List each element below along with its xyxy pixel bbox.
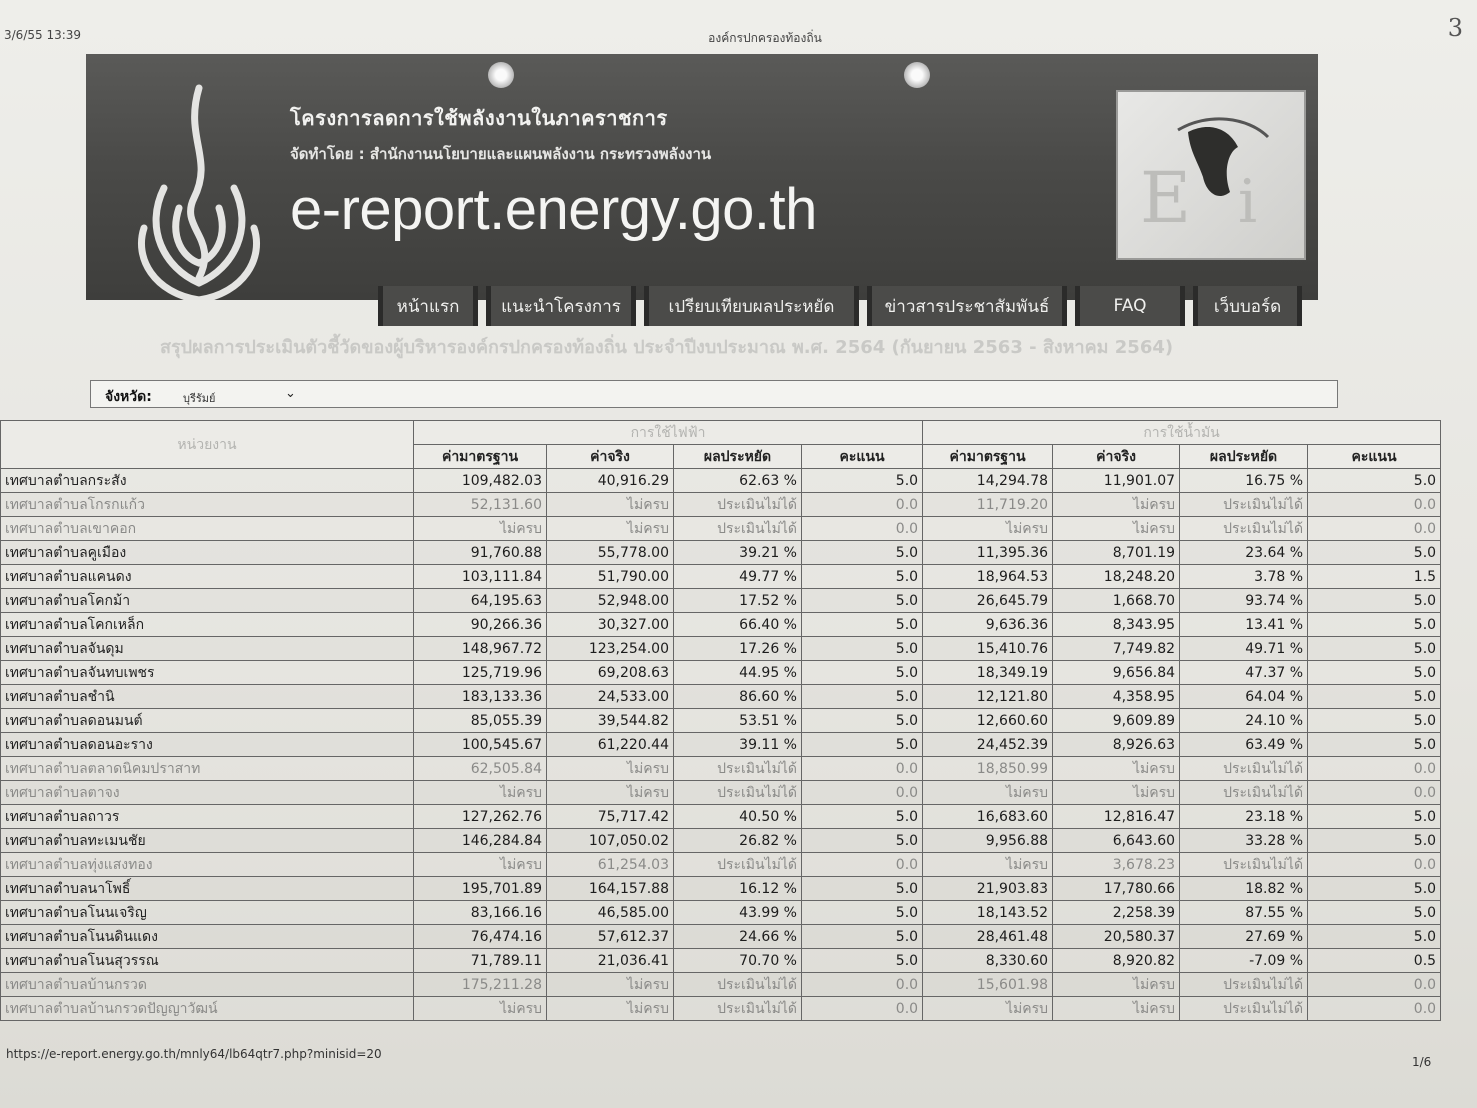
value-cell: 61,254.03 [547,853,674,877]
value-cell: ประเมินไม่ได้ [1180,517,1308,541]
value-cell: 40.50 % [674,805,802,829]
col-header: ค่าจริง [1053,445,1180,469]
value-cell: 17.52 % [674,589,802,613]
value-cell: 5.0 [802,709,923,733]
table-row [1,613,1441,637]
unit-name-cell: เทศบาลตำบลโคกม้า [1,589,414,613]
value-cell: 71,789.11 [414,949,547,973]
value-cell: 18.82 % [1180,877,1308,901]
punch-hole [488,62,514,88]
banner-organizer: จัดทำโดย : สำนักงานนโยบายและแผนพลังงาน กระทรวงพลังงาน [290,145,712,163]
value-cell: 5.0 [802,901,923,925]
value-cell: 23.64 % [1180,541,1308,565]
value-cell: 61,220.44 [547,733,674,757]
value-cell: 5.0 [802,805,923,829]
handwritten-page-number: 3 [1447,14,1463,42]
value-cell: ไม่ครบ [1053,781,1180,805]
value-cell: 39.21 % [674,541,802,565]
value-cell: 0.0 [802,973,923,997]
value-cell: 24,452.39 [923,733,1053,757]
value-cell: 5.0 [1308,613,1441,637]
table-row [1,709,1441,733]
value-cell: 17,780.66 [1053,877,1180,901]
table-row [1,925,1441,949]
value-cell: 44.95 % [674,661,802,685]
value-cell: ไม่ครบ [923,781,1053,805]
value-cell: 5.0 [802,949,923,973]
value-cell: 55,778.00 [547,541,674,565]
table-row [1,853,1441,877]
value-cell: 0.0 [1308,853,1441,877]
value-cell: 5.0 [1308,805,1441,829]
unit-name-cell: เทศบาลตำบลทะเมนชัย [1,829,414,853]
punch-hole [904,62,930,88]
value-cell: ประเมินไม่ได้ [1180,781,1308,805]
value-cell: ประเมินไม่ได้ [674,853,802,877]
col-header: ค่ามาตรฐาน [923,445,1053,469]
report-subtitle: สรุปผลการประเมินตัวชี้วัดของผู้บริหารองค์กรปกครองท้องถิ่น ประจำปีงบประมาณ พ.ศ. 2564 (กันยายน 2563 - สิงหาคม 2564) [160,337,1174,358]
eppo-logo-icon [1116,90,1306,260]
value-cell: 8,920.82 [1053,949,1180,973]
province-label: จังหวัด: [105,389,152,405]
site-banner [86,54,1318,300]
value-cell: 18,964.53 [923,565,1053,589]
unit-name-cell: เทศบาลตำบลดอนอะราง [1,733,414,757]
main-nav [378,286,1318,330]
value-cell: 107,050.02 [547,829,674,853]
value-cell: 43.99 % [674,901,802,925]
col-header: ค่ามาตรฐาน [414,445,547,469]
value-cell: 12,816.47 [1053,805,1180,829]
value-cell: 46,585.00 [547,901,674,925]
value-cell: 5.0 [802,829,923,853]
value-cell: 103,111.84 [414,565,547,589]
value-cell: ไม่ครบ [923,997,1053,1021]
value-cell: 0.5 [1308,949,1441,973]
unit-name-cell: เทศบาลตำบลโนนเจริญ [1,901,414,925]
nav-about-project[interactable]: แนะนำโครงการ [486,286,636,326]
value-cell: 62,505.84 [414,757,547,781]
value-cell: 7,749.82 [1053,637,1180,661]
value-cell: 8,330.60 [923,949,1053,973]
col-header: คะแนน [802,445,923,469]
value-cell: ไม่ครบ [1053,757,1180,781]
col-header: คะแนน [1308,445,1441,469]
value-cell: 16.12 % [674,877,802,901]
value-cell: 5.0 [1308,589,1441,613]
value-cell: 49.71 % [1180,637,1308,661]
value-cell: 5.0 [802,565,923,589]
value-cell: 86.60 % [674,685,802,709]
banner-domain: e-report.energy.go.th [290,177,817,242]
value-cell: 11,395.36 [923,541,1053,565]
value-cell: 0.0 [1308,973,1441,997]
value-cell: 26.82 % [674,829,802,853]
value-cell: 0.0 [802,493,923,517]
value-cell: 23.18 % [1180,805,1308,829]
value-cell: 123,254.00 [547,637,674,661]
col-header: ผลประหยัด [674,445,802,469]
value-cell: 93.74 % [1180,589,1308,613]
value-cell: ไม่ครบ [414,781,547,805]
evaluation-table [0,420,1441,1021]
value-cell: 20,580.37 [1053,925,1180,949]
unit-name-cell: เทศบาลตำบลจันดุม [1,637,414,661]
value-cell: 52,948.00 [547,589,674,613]
value-cell: ไม่ครบ [1053,997,1180,1021]
value-cell: 127,262.76 [414,805,547,829]
table-row [1,493,1441,517]
flame-logo-icon [124,78,274,300]
value-cell: 17.26 % [674,637,802,661]
value-cell: 18,248.20 [1053,565,1180,589]
value-cell: 53.51 % [674,709,802,733]
value-cell: 5.0 [802,613,923,637]
table-row [1,805,1441,829]
value-cell: 183,133.36 [414,685,547,709]
value-cell: 9,636.36 [923,613,1053,637]
unit-name-cell: เทศบาลตำบลดอนมนต์ [1,709,414,733]
value-cell: ประเมินไม่ได้ [1180,493,1308,517]
unit-name-cell: เทศบาลตำบลโนนดินแดง [1,925,414,949]
nav-news[interactable]: ข่าวสารประชาสัมพันธ์ [867,286,1067,326]
value-cell: ไม่ครบ [1053,493,1180,517]
value-cell: ประเมินไม่ได้ [674,997,802,1021]
value-cell: 8,343.95 [1053,613,1180,637]
province-filter [90,380,1338,408]
value-cell: 0.0 [802,997,923,1021]
value-cell: ประเมินไม่ได้ [674,517,802,541]
value-cell: 0.0 [1308,997,1441,1021]
unit-name-cell: เทศบาลตำบลเขาคอก [1,517,414,541]
value-cell: 5.0 [802,685,923,709]
value-cell: 85,055.39 [414,709,547,733]
footer-url: https://e-report.energy.go.th/mnly64/lb64qtr7.php?minisid=20 [6,1047,382,1061]
value-cell: 109,482.03 [414,469,547,493]
value-cell: 76,474.16 [414,925,547,949]
value-cell: 16,683.60 [923,805,1053,829]
value-cell: 5.0 [802,733,923,757]
value-cell: 21,036.41 [547,949,674,973]
value-cell: 5.0 [802,469,923,493]
value-cell: 69,208.63 [547,661,674,685]
unit-name-cell: เทศบาลตำบลนาโพธิ์ [1,877,414,901]
value-cell: 57,612.37 [547,925,674,949]
value-cell: 1,668.70 [1053,589,1180,613]
value-cell: ไม่ครบ [923,853,1053,877]
value-cell: 39,544.82 [547,709,674,733]
value-cell: 4,358.95 [1053,685,1180,709]
value-cell: 70.70 % [674,949,802,973]
value-cell: 33.28 % [1180,829,1308,853]
value-cell: ประเมินไม่ได้ [674,493,802,517]
value-cell: 5.0 [802,637,923,661]
value-cell: 62.63 % [674,469,802,493]
unit-name-cell: เทศบาลตำบลคูเมือง [1,541,414,565]
value-cell: 0.0 [802,757,923,781]
print-title: องค์กรปกครองท้องถิ่น [708,31,822,45]
unit-name-cell: เทศบาลตำบลตลาดนิคมปราสาท [1,757,414,781]
value-cell: 51,790.00 [547,565,674,589]
value-cell: 164,157.88 [547,877,674,901]
value-cell: ไม่ครบ [923,517,1053,541]
value-cell: 5.0 [802,589,923,613]
value-cell: 14,294.78 [923,469,1053,493]
value-cell: 0.0 [1308,493,1441,517]
nav-webboard[interactable]: เว็บบอร์ด [1193,286,1302,326]
value-cell: 64.04 % [1180,685,1308,709]
value-cell: ประเมินไม่ได้ [1180,853,1308,877]
value-cell: 5.0 [802,541,923,565]
fuel-group-header: การใช้น้ำมัน [923,421,1441,445]
table-row [1,685,1441,709]
value-cell: ไม่ครบ [547,781,674,805]
value-cell: ไม่ครบ [414,517,547,541]
value-cell: 24.66 % [674,925,802,949]
table-row [1,877,1441,901]
value-cell: 5.0 [1308,733,1441,757]
value-cell: ประเมินไม่ได้ [674,781,802,805]
value-cell: 21,903.83 [923,877,1053,901]
value-cell: 146,284.84 [414,829,547,853]
value-cell: 6,643.60 [1053,829,1180,853]
value-cell: -7.09 % [1180,949,1308,973]
value-cell: 63.49 % [1180,733,1308,757]
value-cell: ประเมินไม่ได้ [1180,757,1308,781]
value-cell: 18,850.99 [923,757,1053,781]
table-row [1,733,1441,757]
value-cell: 91,760.88 [414,541,547,565]
value-cell: ไม่ครบ [414,997,547,1021]
value-cell: 5.0 [1308,901,1441,925]
unit-name-cell: เทศบาลตำบลตาจง [1,781,414,805]
unit-name-cell: เทศบาลตำบลโนนสุวรรณ [1,949,414,973]
print-date: 3/6/55 13:39 [4,28,82,42]
table-row [1,781,1441,805]
unit-name-cell: เทศบาลตำบลบ้านกรวดปัญญาวัฒน์ [1,997,414,1021]
unit-name-cell: เทศบาลตำบลชำนิ [1,685,414,709]
value-cell: 5.0 [1308,925,1441,949]
footer-page-number: 1/6 [1412,1055,1432,1069]
value-cell: 49.77 % [674,565,802,589]
value-cell: ประเมินไม่ได้ [674,973,802,997]
value-cell: 83,166.16 [414,901,547,925]
table-row [1,949,1441,973]
electric-group-header: การใช้ไฟฟ้า [414,421,923,445]
table-row [1,757,1441,781]
value-cell: ไม่ครบ [1053,973,1180,997]
value-cell: 64,195.63 [414,589,547,613]
nav-home[interactable]: หน้าแรก [378,286,478,326]
value-cell: 66.40 % [674,613,802,637]
table-row [1,997,1441,1021]
value-cell: 27.69 % [1180,925,1308,949]
chevron-down-icon[interactable]: ⌄ [285,386,296,401]
table-row [1,973,1441,997]
value-cell: 100,545.67 [414,733,547,757]
unit-name-cell: เทศบาลตำบลกระสัง [1,469,414,493]
value-cell: ไม่ครบ [1053,517,1180,541]
value-cell: 2,258.39 [1053,901,1180,925]
unit-name-cell: เทศบาลตำบลถาวร [1,805,414,829]
value-cell: ไม่ครบ [414,853,547,877]
value-cell: 1.5 [1308,565,1441,589]
value-cell: 5.0 [802,925,923,949]
nav-compare-savings[interactable]: เปรียบเทียบผลประหยัด [644,286,859,326]
table-row [1,901,1441,925]
value-cell: 9,609.89 [1053,709,1180,733]
col-header: ค่าจริง [547,445,674,469]
table-row [1,661,1441,685]
value-cell: 0.0 [1308,781,1441,805]
table-row [1,589,1441,613]
value-cell: 0.0 [802,853,923,877]
value-cell: ไม่ครบ [547,997,674,1021]
table-row [1,565,1441,589]
value-cell: 3.78 % [1180,565,1308,589]
value-cell: 13.41 % [1180,613,1308,637]
value-cell: 5.0 [1308,709,1441,733]
unit-name-cell: เทศบาลตำบลทุ่งแสงทอง [1,853,414,877]
value-cell: 18,143.52 [923,901,1053,925]
table-row [1,637,1441,661]
value-cell: 5.0 [1308,469,1441,493]
nav-faq[interactable]: FAQ [1075,286,1185,326]
table-row [1,541,1441,565]
value-cell: 26,645.79 [923,589,1053,613]
value-cell: 39.11 % [674,733,802,757]
value-cell: 125,719.96 [414,661,547,685]
value-cell: 5.0 [1308,541,1441,565]
unit-name-cell: เทศบาลตำบลโกรกแก้ว [1,493,414,517]
value-cell: 5.0 [1308,829,1441,853]
value-cell: ประเมินไม่ได้ [674,757,802,781]
value-cell: ไม่ครบ [547,973,674,997]
value-cell: 47.37 % [1180,661,1308,685]
unit-name-cell: เทศบาลตำบลแคนดง [1,565,414,589]
table-row [1,517,1441,541]
value-cell: 0.0 [1308,757,1441,781]
value-cell: ไม่ครบ [547,493,674,517]
value-cell: 11,901.07 [1053,469,1180,493]
value-cell: 5.0 [802,877,923,901]
value-cell: 52,131.60 [414,493,547,517]
value-cell: 9,656.84 [1053,661,1180,685]
value-cell: 75,717.42 [547,805,674,829]
value-cell: 24.10 % [1180,709,1308,733]
svg-text:E: E [1140,157,1192,239]
unit-header: หน่วยงาน [1,421,414,469]
value-cell: 15,601.98 [923,973,1053,997]
value-cell: 90,266.36 [414,613,547,637]
value-cell: 5.0 [1308,877,1441,901]
table-row [1,469,1441,493]
value-cell: ไม่ครบ [547,757,674,781]
value-cell: 0.0 [802,781,923,805]
value-cell: 175,211.28 [414,973,547,997]
banner-project-title: โครงการลดการใช้พลังงานในภาคราชการ [290,106,668,130]
value-cell: 8,701.19 [1053,541,1180,565]
value-cell: 12,121.80 [923,685,1053,709]
value-cell: ประเมินไม่ได้ [1180,973,1308,997]
value-cell: 24,533.00 [547,685,674,709]
value-cell: 30,327.00 [547,613,674,637]
value-cell: 18,349.19 [923,661,1053,685]
value-cell: 15,410.76 [923,637,1053,661]
table-row [1,829,1441,853]
value-cell: 0.0 [1308,517,1441,541]
value-cell: ไม่ครบ [547,517,674,541]
value-cell: 5.0 [802,661,923,685]
unit-name-cell: เทศบาลตำบลโคกเหล็ก [1,613,414,637]
value-cell: 28,461.48 [923,925,1053,949]
value-cell: 3,678.23 [1053,853,1180,877]
col-header: ผลประหยัด [1180,445,1308,469]
value-cell: 87.55 % [1180,901,1308,925]
province-select[interactable]: บุรีรัมย์ [183,392,216,405]
unit-name-cell: เทศบาลตำบลบ้านกรวด [1,973,414,997]
value-cell: 5.0 [1308,637,1441,661]
value-cell: 12,660.60 [923,709,1053,733]
value-cell: 9,956.88 [923,829,1053,853]
value-cell: 40,916.29 [547,469,674,493]
value-cell: 5.0 [1308,661,1441,685]
value-cell: 11,719.20 [923,493,1053,517]
value-cell: 8,926.63 [1053,733,1180,757]
value-cell: ประเมินไม่ได้ [1180,997,1308,1021]
svg-text:i: i [1238,167,1258,237]
unit-name-cell: เทศบาลตำบลจันทบเพชร [1,661,414,685]
value-cell: 0.0 [802,517,923,541]
value-cell: 16.75 % [1180,469,1308,493]
value-cell: 5.0 [1308,685,1441,709]
value-cell: 195,701.89 [414,877,547,901]
value-cell: 148,967.72 [414,637,547,661]
